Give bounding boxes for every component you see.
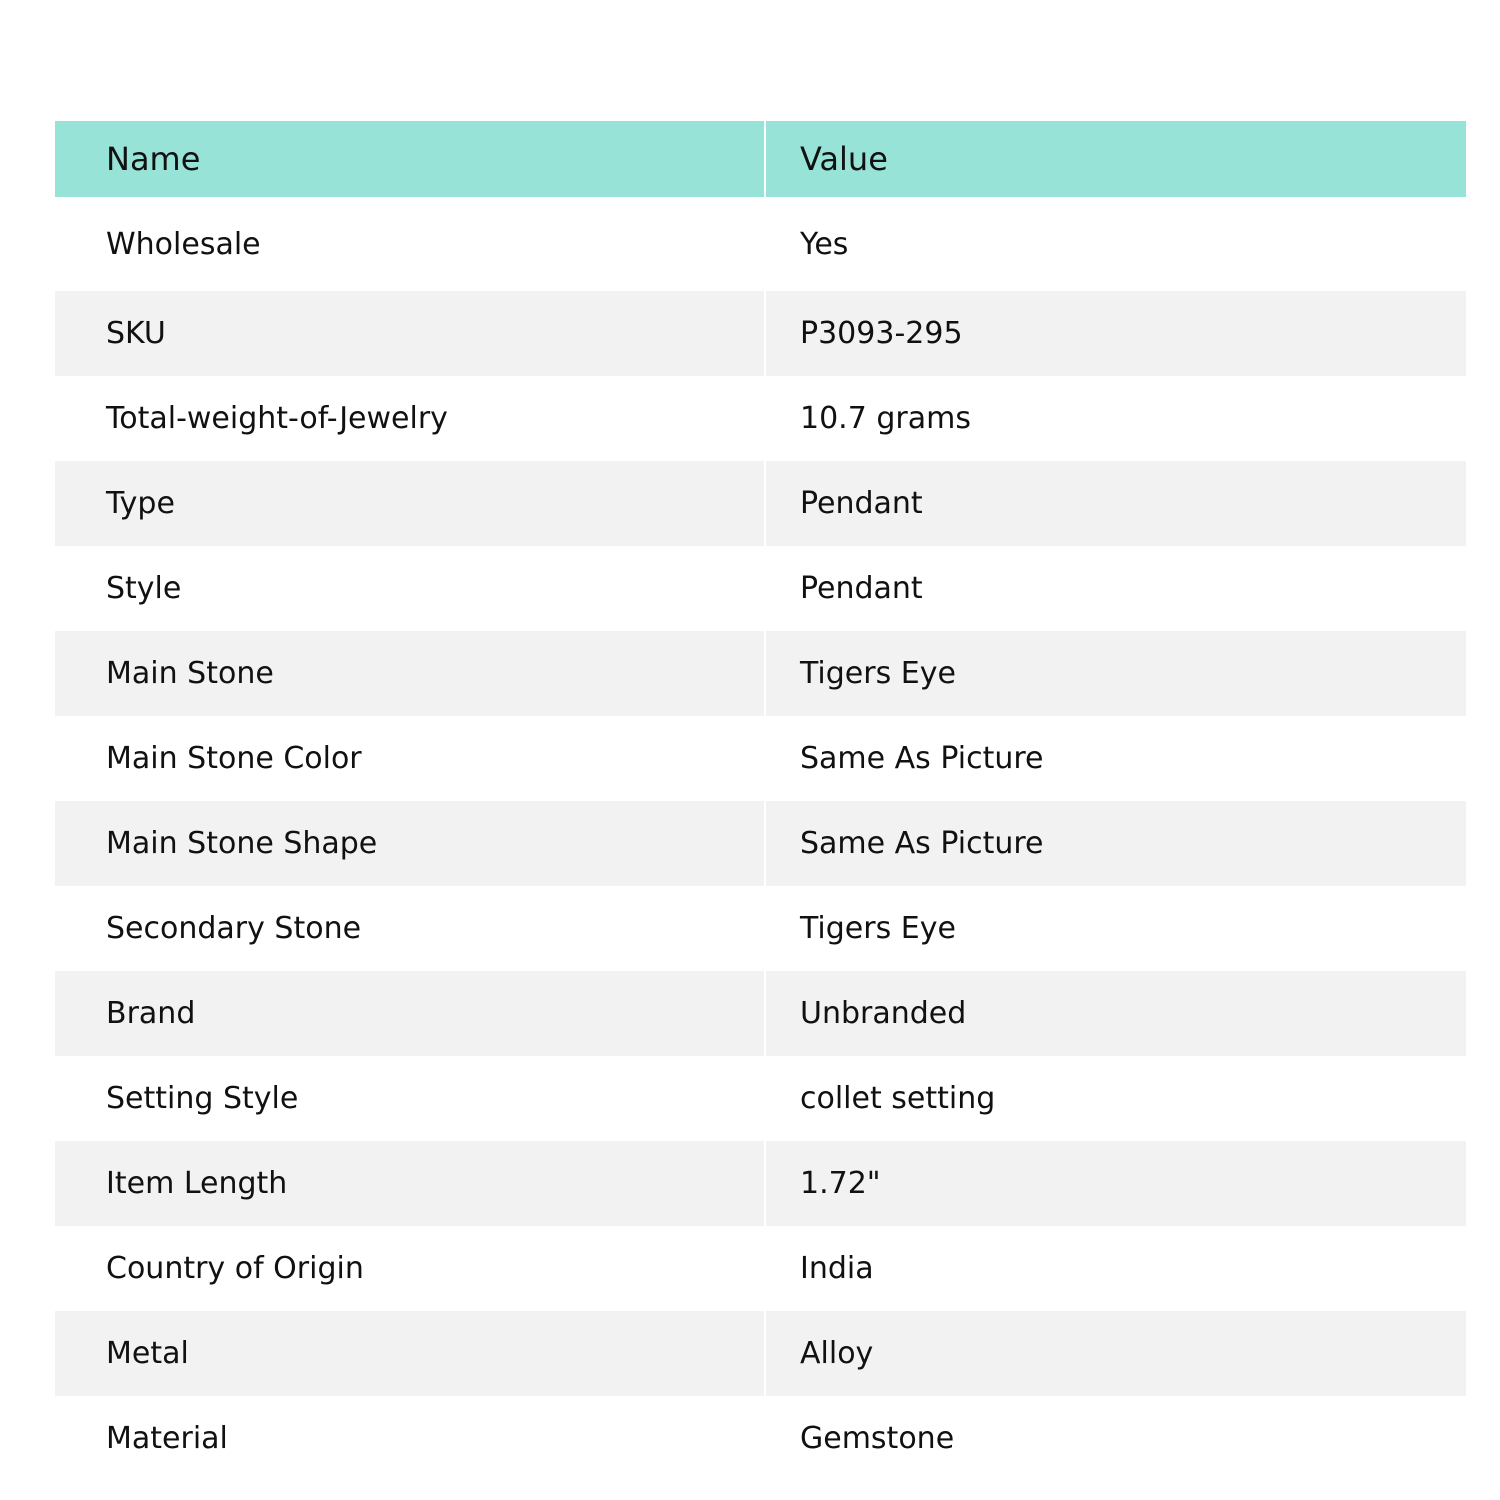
row-value: 10.7 grams [800,400,971,436]
row-value: Alloy [800,1335,874,1371]
row-value: India [800,1250,874,1286]
row-name: Style [106,570,182,606]
header-name: Name [55,121,766,197]
table-body [55,197,1466,1481]
table-row [55,1311,1466,1396]
row-value: Yes [800,227,849,262]
row-name: Metal [55,1311,766,1396]
row-name: Total-weight-of-Jewelry [106,400,448,436]
row-value: P3093-295 [800,315,963,351]
row-value: Unbranded [800,995,967,1031]
table-row [55,971,1466,1056]
row-name: Wholesale [106,227,261,262]
row-name: Material [106,1420,228,1456]
row-value: Tigers Eye [800,655,956,691]
table-row [55,1141,1466,1226]
table-row [55,631,1466,716]
table-row [55,801,1466,886]
header-value: Value [800,140,888,178]
row-value: Pendant [800,570,923,606]
row-value: collet setting [800,1080,996,1116]
table-row [55,886,1466,971]
row-name: Item Length [55,1141,766,1226]
row-value: Gemstone [800,1420,955,1456]
row-name: Main Stone [55,631,766,716]
row-name: Main Stone Shape [55,801,766,886]
row-name: Brand [55,971,766,1056]
row-value: Tigers Eye [800,910,956,946]
row-name: Setting Style [106,1080,299,1116]
row-name: Main Stone Color [106,740,362,776]
row-name: Country of Origin [106,1250,364,1286]
row-name: SKU [55,291,766,376]
table-row [55,716,1466,801]
row-value: Same As Picture [800,825,1044,861]
table-row [55,461,1466,546]
row-value: Same As Picture [800,740,1044,776]
table-row [55,1396,1466,1481]
row-value: 1.72" [800,1165,881,1201]
row-value: Pendant [800,485,923,521]
row-name: Secondary Stone [106,910,362,946]
spec-table [55,121,1466,1481]
row-name: Type [55,461,766,546]
table-row [55,1226,1466,1311]
table-row [55,291,1466,376]
table-row [55,197,1466,291]
table-row [55,376,1466,461]
table-row [55,1056,1466,1141]
table-row [55,546,1466,631]
table-header-row [55,121,1466,197]
